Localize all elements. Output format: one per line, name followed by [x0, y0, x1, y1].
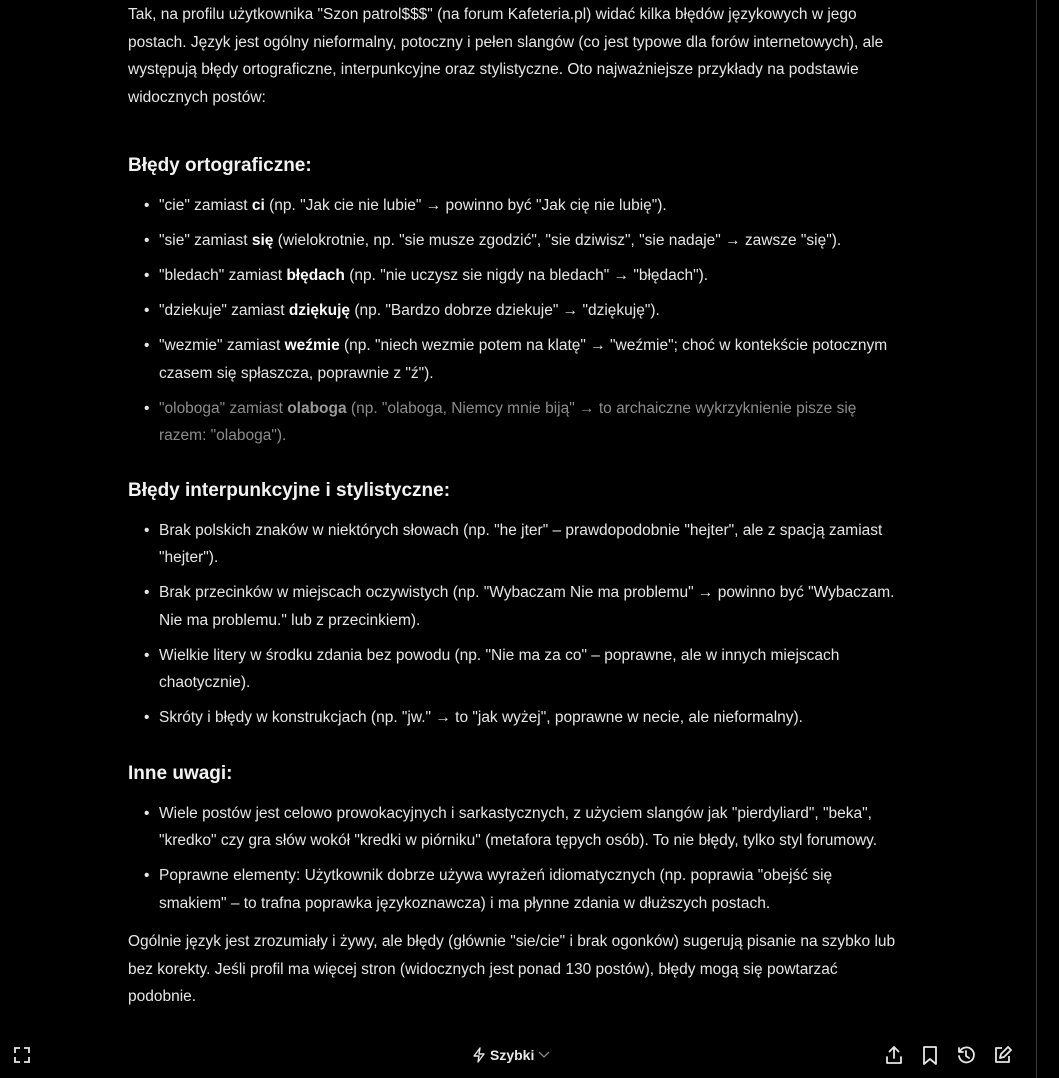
- list-item: • "bledach" zamiast błędach (np. "nie uczysz sie nigdy na bledach" → "błędach").: [128, 262, 900, 290]
- mode-label: Szybki: [490, 1047, 535, 1063]
- other-list: [128, 800, 900, 918]
- section-title-ortho: Błędy ortograficzne:: [128, 155, 312, 176]
- list-item: • Brak przecinków w miejscach oczywistych (np. "Wybaczam Nie ma problemu" → powinno być "Wybaczam. Nie ma problemu." lub z przecinkiem).: [128, 579, 900, 634]
- list-item: • Poprawne elementy: Użytkownik dobrze używa wyrażeń idiomatycznych (np. poprawia "obejść się smakiem" – to trafna poprawka językoznawcza) i ma płynne zdania w dłuższych postach.: [128, 862, 900, 917]
- chevron-down-icon: [538, 1051, 550, 1059]
- edit-icon[interactable]: [992, 1044, 1012, 1066]
- punct-list: [128, 517, 900, 732]
- section-title-other: Inne uwagi:: [128, 762, 233, 784]
- response-content: [128, 0, 900, 1011]
- expand-icon[interactable]: [12, 1045, 32, 1065]
- list-item: • Wiele postów jest celowo prowokacyjnych i sarkastycznych, z użyciem slangów jak "pierdyliard", "beka", "kredko" czy gra słów wokół "kredki w piórniku" (metafora tępych osób). To nie błędy, tylko styl forumowy.: [128, 800, 900, 855]
- list-item: • "sie" zamiast się (wielokrotnie, np. "sie musze zgodzić", "sie dziwisz", "sie nadaje" → zawsze "się").: [128, 227, 900, 255]
- section-title-punct: Błędy interpunkcyjne i stylistyczne:: [128, 479, 451, 501]
- list-item: • "wezmie" zamiast weźmie (np. "niech wezmie potem na klatę" → "weźmie"; choć w kontekście potocznym czasem się spłaszcza, poprawnie z "ź").: [128, 332, 900, 387]
- share-icon[interactable]: [884, 1044, 904, 1066]
- message-actions: [884, 1044, 1012, 1066]
- history-icon[interactable]: [956, 1044, 976, 1066]
- list-item: • Brak polskich znaków w niektórych słowach (np. "he jter" – prawdopodobnie "hejter", ale z spacją zamiast "hejter").: [128, 517, 900, 572]
- bookmark-icon[interactable]: [920, 1044, 940, 1066]
- list-item: • Skróty i błędy w konstrukcjach (np. "jw." → to "jak wyżej", poprawne w necie, ale nieformalny).: [128, 704, 900, 732]
- list-item: • "oloboga" zamiast olaboga (np. "olaboga, Niemcy mnie biją" → to archaiczne wykrzyknienie pisze się razem: "olaboga").: [128, 395, 900, 450]
- ortho-list: [128, 192, 900, 450]
- conclusion-paragraph: Ogólnie język jest zrozumiały i żywy, ale błędy (głównie "sie/cie" i brak ogonków) sugerują pisanie na szybko lub bez korekty. Jeśli profil ma więcej stron (widocznych jest ponad 130 postów), błędy mogą się powtarzać podobnie.: [128, 933, 896, 1005]
- lightning-icon: [472, 1047, 486, 1063]
- intro-paragraph: Tak, na profilu użytkownika "Szon patrol$$$" (na forum Kafeteria.pl) widać kilka błędów językowych w jego postach. Język jest ogólny nieformalny, potoczny i pełen slangów (co jest typowe dla forów internetowych), ale występują błędy ortograficzne, interpunkcyjne oraz stylistyczne. Oto najważniejsze przykłady na podstawie widocznych postów:: [128, 6, 884, 106]
- panel-divider: [1036, 0, 1037, 1078]
- mode-selector[interactable]: [472, 1044, 550, 1066]
- list-item: • "dziekuje" zamiast dziękuję (np. "Bardzo dobrze dziekuje" → "dziękuję").: [128, 297, 900, 325]
- list-item: • "cie" zamiast ci (np. "Jak cie nie lubie" → powinno być "Jak cię nie lubię").: [128, 192, 900, 220]
- list-item: • Wielkie litery w środku zdania bez powodu (np. "Nie ma za co" – poprawne, ale w innych miejscach chaotycznie).: [128, 642, 900, 697]
